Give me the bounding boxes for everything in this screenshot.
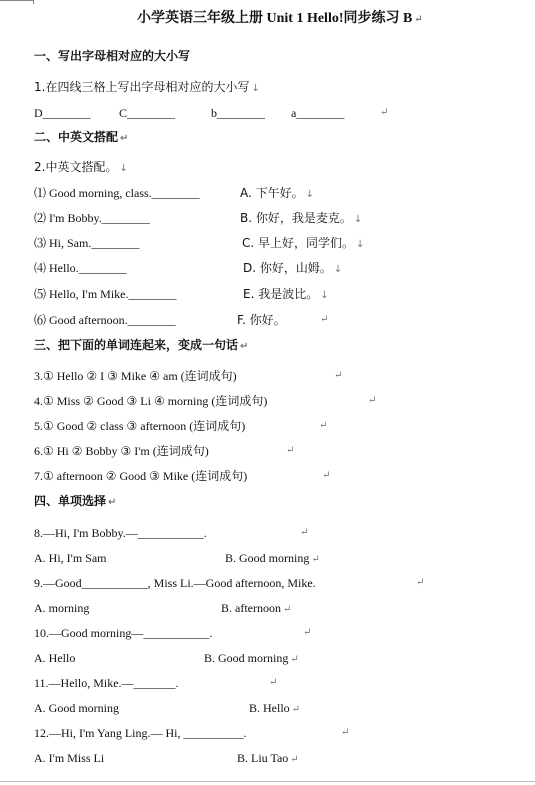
q1-letter-a: a________ — [291, 106, 345, 120]
mcq-option-11b: B. Hello ↵ — [249, 701, 301, 715]
paragraph-mark: ↵ — [320, 314, 329, 325]
mcq-option-10b: B. Good morning ↵ — [204, 651, 299, 665]
match-right-4: D. 你好，山姆。 ↓ — [243, 261, 343, 275]
mcq-option-12b: B. Liu Tao ↵ — [237, 751, 299, 765]
mcq-option-11a: A. Good morning — [34, 701, 119, 715]
mcq-question-8: 8.—Hi, I'm Bobby.—___________. — [34, 526, 207, 540]
page-title: 小学英语三年级上册 Unit 1 Hello!同步练习 B ↵ — [137, 11, 423, 26]
paragraph-mark: ↵ — [300, 527, 309, 538]
mcq-question-11: 11.—Hello, Mike.—_______. — [34, 676, 179, 690]
q1-letter-d: D________ — [34, 106, 91, 120]
q3-item-4: 4.① Miss ② Good ③ Li ④ morning (连词成句) — [34, 394, 268, 408]
match-right-1: A. 下午好。 ↓ — [240, 186, 315, 200]
mcq-option-9b: B. afternoon ↵ — [221, 601, 292, 615]
paragraph-mark: ↵ — [286, 445, 295, 456]
paragraph-mark: ↵ — [368, 395, 377, 406]
section-heading-2: 二、中英文搭配 ↵ — [34, 130, 129, 144]
match-left-5: ⑸ Hello, I'm Mike.________ — [34, 287, 177, 301]
paragraph-mark: ↵ — [334, 370, 343, 381]
q3-item-5: 5.① Good ② class ③ afternoon (连词成句) — [34, 419, 246, 433]
match-right-5: E. 我是波比。 ↓ — [243, 287, 329, 301]
mcq-option-8b: B. Good morning ↵ — [225, 551, 320, 565]
page-corner-mark — [0, 0, 34, 3]
q2-instruction: 2.中英文搭配。 ↓ — [34, 160, 128, 174]
mcq-question-9: 9.—Good___________, Miss Li.—Good afternoon, Mike. — [34, 576, 316, 590]
match-left-4: ⑷ Hello.________ — [34, 261, 127, 275]
paragraph-mark: ↵ — [322, 470, 331, 481]
mcq-option-8a: A. Hi, I'm Sam — [34, 551, 107, 565]
q3-item-6: 6.① Hi ② Bobby ③ I'm (连词成句) — [34, 444, 209, 458]
match-right-6: F. 你好。 — [237, 313, 286, 327]
paragraph-mark: ↵ — [416, 577, 425, 588]
q1-instruction: 1.在四线三格上写出字母相对应的大小写 ↓ — [34, 80, 260, 94]
mcq-question-12: 12.—Hi, I'm Yang Ling.— Hi, __________. — [34, 726, 247, 740]
match-left-2: ⑵ I'm Bobby.________ — [34, 211, 150, 225]
q3-item-3: 3.① Hello ② I ③ Mike ④ am (连词成句) — [34, 369, 237, 383]
paragraph-mark: ↵ — [303, 627, 312, 638]
page-corner-mark-vertical — [33, 0, 34, 4]
match-left-6: ⑹ Good afternoon.________ — [34, 313, 176, 327]
mcq-option-10a: A. Hello — [34, 651, 76, 665]
q3-item-7: 7.① afternoon ② Good ③ Mike (连词成句) — [34, 469, 248, 483]
match-left-3: ⑶ Hi, Sam.________ — [34, 236, 140, 250]
mcq-option-9a: A. morning — [34, 601, 90, 615]
paragraph-mark: ↵ — [269, 677, 278, 688]
page-bottom-rule — [0, 781, 535, 782]
mcq-question-10: 10.—Good morning—___________. — [34, 626, 213, 640]
section-heading-1: 一、写出字母相对应的大小写 — [34, 49, 191, 63]
paragraph-mark: ↵ — [319, 420, 328, 431]
match-left-1: ⑴ Good morning, class.________ — [34, 186, 200, 200]
paragraph-mark: ↵ — [380, 107, 389, 118]
paragraph-mark: ↵ — [341, 727, 350, 738]
section-heading-3: 三、把下面的单词连起来，变成一句话 ↵ — [34, 338, 249, 352]
section-heading-4: 四、单项选择 ↵ — [34, 494, 117, 508]
match-right-2: B. 你好，我是麦克。 ↓ — [240, 211, 363, 225]
match-right-3: C. 早上好，同学们。 ↓ — [242, 236, 365, 250]
q1-letter-c: C________ — [119, 106, 176, 120]
q1-letter-b: b________ — [211, 106, 265, 120]
mcq-option-12a: A. I'm Miss Li — [34, 751, 105, 765]
